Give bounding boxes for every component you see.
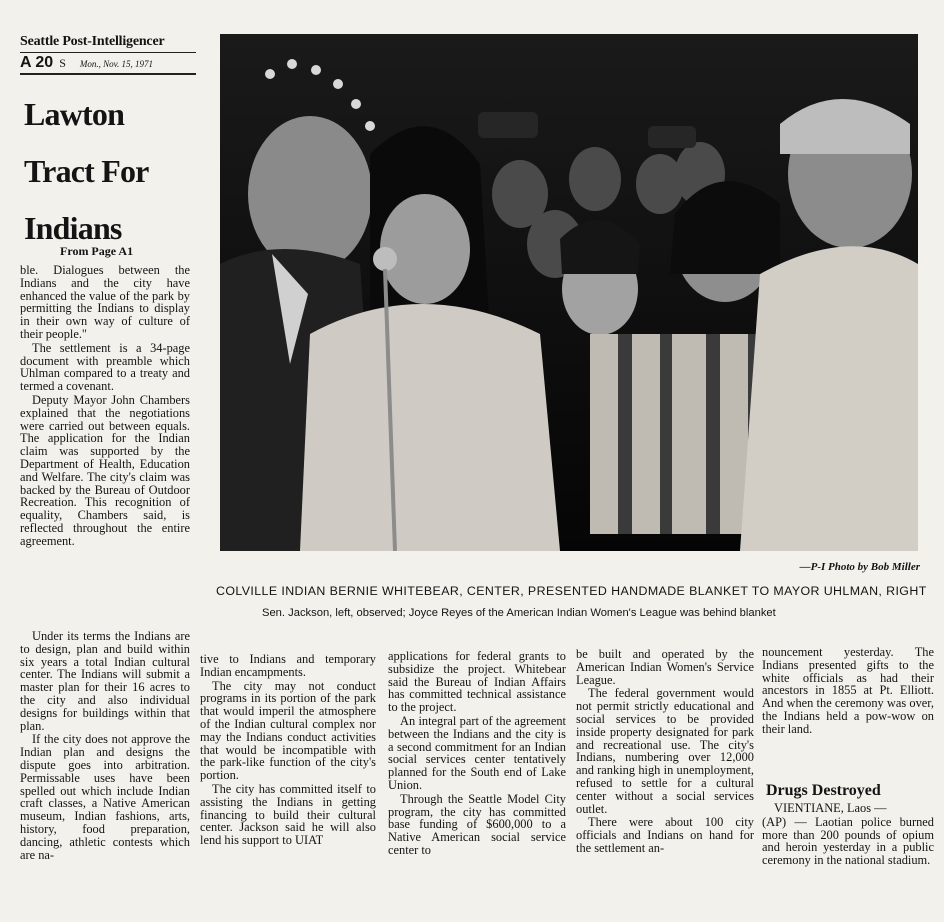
column-4	[576, 648, 754, 855]
column-2	[200, 653, 376, 847]
photo-credit: —P-I Photo by Bob Miller	[799, 561, 920, 573]
paragraph: An integral part of the agreement between the Indians and the city is a second commitment for an Indian social services center tentatively planned for the South end of Lake Union.	[388, 713, 566, 792]
page-number: A 20	[20, 54, 54, 71]
folio-line	[20, 52, 196, 75]
paragraph: Under its terms the Indians are to design, plan and build within six years a total Indian cultural center. The Indians will submit a master plan for their 16 acres to the city and also individual designs for buildings within that plan.	[20, 629, 190, 733]
issue-date: Mon., Nov. 15, 1971	[79, 59, 153, 69]
paragraph: Through the Seattle Model City program, the city has committed base funding of $600,000 to a Native American social service center to	[388, 791, 566, 857]
jump-line: From Page A1	[60, 244, 134, 258]
paragraph: be built and operated by the American Indian Women's Service League.	[576, 647, 754, 687]
headline-line: Lawton	[24, 96, 125, 132]
article-headline	[24, 86, 204, 257]
paragraph: applications for federal grants to subsidize the project. Whitebear said the Bureau of Indian Affairs has committed technical assistance to the project.	[388, 649, 566, 715]
brief-headline: Drugs Destroyed	[766, 782, 881, 799]
brief-text: (AP) — Laotian police burned more than 200 pounds of opium and heroin yesterday in a public ceremony in the national stadium.	[762, 814, 934, 868]
headline-line: Tract For	[24, 153, 149, 189]
paragraph: tive to Indians and temporary Indian encampments.	[200, 652, 376, 679]
brief-body	[762, 802, 934, 867]
masthead	[20, 34, 196, 75]
paragraph: The city may not conduct programs in its portion of the park that would imperil the atmosphere of the Indian cultural complex nor may the Indians conduct activities that would be incompatible with the park-like function of the city's portion.	[200, 678, 376, 783]
paragraph: There were about 100 city officials and Indians on hand for the settlement an-	[576, 815, 754, 855]
paragraph: Deputy Mayor John Chambers explained that the negotiations were carried out between equals. The application for the Indian claim was supported by the Department of Health, Education and Welfare. The city's claim was backed by the Bureau of Outdoor Recreation. This recognition of equality, Chambers said, is reflected throughout the entire agreement.	[20, 392, 190, 548]
paragraph: nouncement yesterday. The Indians presented gifts to the white officials as had their ancestors in 1855 at Pt. Elliott. And when the ceremony was over, the Indians held a pow-wow on their land.	[762, 645, 934, 736]
photo-illustration	[220, 34, 918, 551]
paragraph: The federal government would not permit strictly educational and social services to be provided inside property designated for park and recreational use. The city's Indians, numbering over 12,000 and ranking high in unemployment, refused to settle for a cultural center without a social services outlet.	[576, 686, 754, 816]
paragraph: The city has committed itself to assisting the Indians in getting financing to build their cultural center. Jackson said he will also lend his support to UIAT	[200, 781, 376, 848]
column-1	[20, 630, 190, 861]
section-letter: S	[59, 56, 66, 70]
brief-dateline: VIENTIANE, Laos —	[774, 801, 887, 815]
photo-caption-sub: Sen. Jackson, left, observed; Joyce Reyes of the American Indian Women's League was behind blanket	[262, 607, 776, 619]
column-1-top	[20, 264, 190, 548]
newspaper-name: Seattle Post-Intelligencer	[20, 34, 165, 49]
paragraph: If the city does not approve the Indian plan and designs the dispute goes into arbitration. Permissable uses have been spelled out which include Indian craft classes, a Native American museum, Indian fashions, arts, history, food preparation, dancing, athletic contests which are na-	[20, 732, 190, 862]
column-5	[762, 646, 934, 736]
paragraph: ble. Dialogues between the Indians and the city have enhanced the value of the park by permitting the Indians to display in their own way of culture of their people."	[20, 263, 190, 341]
headline-line: Indians	[24, 210, 122, 246]
column-3	[388, 650, 566, 857]
paragraph: The settlement is a 34-page document with preamble which Uhlman compared to a treaty and termed a covenant.	[20, 340, 190, 394]
news-photo	[220, 34, 918, 551]
photo-caption: COLVILLE INDIAN BERNIE WHITEBEAR, CENTER, PRESENTED HANDMADE BLANKET TO MAYOR UHLMAN, RIGHT	[216, 584, 927, 598]
